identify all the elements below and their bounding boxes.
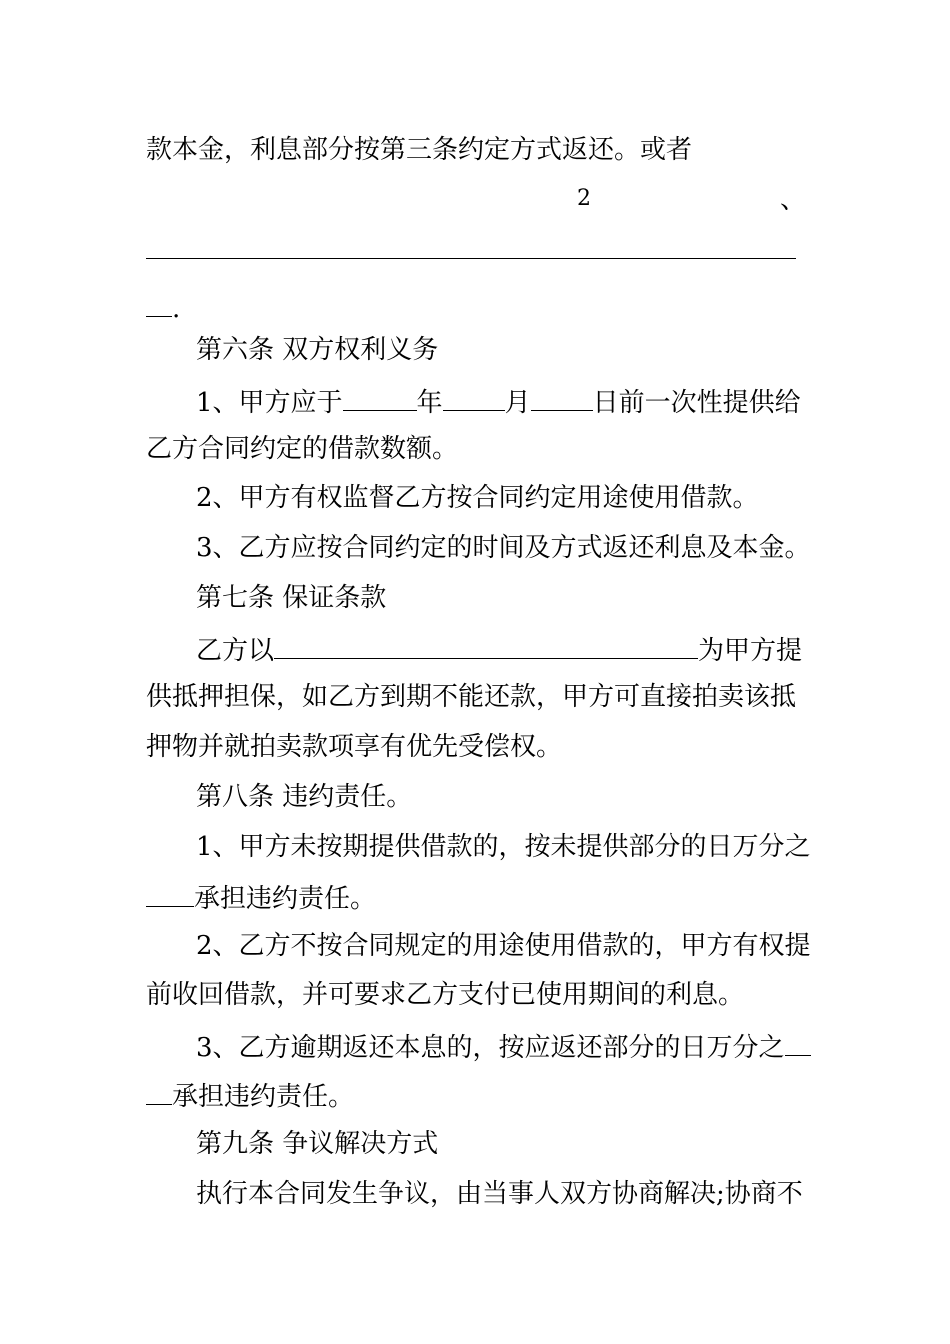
text-segment: 日前一次性提供给 bbox=[592, 388, 801, 418]
blank-underline bbox=[531, 384, 593, 411]
paragraph-line: 2、乙方不按合同规定的用途使用借款的，甲方有权提 bbox=[196, 931, 811, 961]
blank-underline bbox=[146, 1078, 172, 1105]
paragraph-line: 供抵押担保，如乙方到期不能还款，甲方可直接拍卖该抵 bbox=[146, 682, 797, 712]
blank-underline bbox=[274, 632, 698, 659]
article-heading: 第九条 争议解决方式 bbox=[196, 1129, 439, 1159]
list-number: 2 bbox=[577, 186, 591, 211]
paragraph-line bbox=[196, 632, 802, 667]
paragraph-line: 2、甲方有权监督乙方按合同约定用途使用借款。 bbox=[196, 483, 759, 513]
paragraph-line: 3、乙方应按合同约定的时间及方式返还利息及本金。 bbox=[196, 533, 811, 563]
blank-underline bbox=[146, 290, 172, 317]
blank-underline bbox=[146, 880, 194, 907]
paragraph-line bbox=[146, 880, 376, 915]
paragraph-line: 乙方合同约定的借款数额。 bbox=[146, 434, 459, 464]
text-segment: 承担违约责任。 bbox=[172, 1082, 355, 1112]
paragraph-line: 押物并就拍卖款项享有优先受偿权。 bbox=[146, 732, 563, 762]
text-segment: 乙方以 bbox=[196, 636, 275, 666]
article-heading: 第六条 双方权利义务 bbox=[196, 335, 439, 365]
text-segment: 为甲方提 bbox=[698, 636, 803, 666]
blank-underline bbox=[785, 1029, 811, 1056]
article-heading: 第八条 违约责任。 bbox=[196, 782, 413, 812]
paragraph-line: 1、甲方未按期提供借款的，按未提供部分的日万分之 bbox=[196, 832, 811, 862]
text-segment: 年 bbox=[416, 388, 443, 418]
blank-fill-line-end bbox=[146, 290, 180, 325]
blank-underline bbox=[343, 384, 417, 411]
paragraph-line bbox=[146, 1078, 354, 1113]
period-mark: . bbox=[172, 294, 181, 324]
blank-underline bbox=[443, 384, 505, 411]
enumeration-mark: 、 bbox=[780, 185, 807, 215]
paragraph-line: 执行本合同发生争议，由当事人双方协商解决;协商不 bbox=[196, 1179, 803, 1209]
article-heading: 第七条 保证条款 bbox=[196, 583, 387, 613]
text-segment: 承担违约责任。 bbox=[194, 884, 377, 914]
blank-fill-line bbox=[146, 258, 796, 259]
paragraph-line: 前收回借款，并可要求乙方支付已使用期间的利息。 bbox=[146, 980, 745, 1010]
text-segment: 1、甲方应于 bbox=[196, 388, 343, 418]
text-segment: 3、乙方逾期返还本息的，按应返还部分的日万分之 bbox=[196, 1033, 785, 1063]
paragraph-line: 款本金，利息部分按第三条约定方式返还。或者 bbox=[146, 135, 693, 165]
text-segment: 月 bbox=[504, 388, 531, 418]
paragraph-line bbox=[196, 384, 801, 419]
paragraph-line bbox=[196, 1029, 811, 1064]
